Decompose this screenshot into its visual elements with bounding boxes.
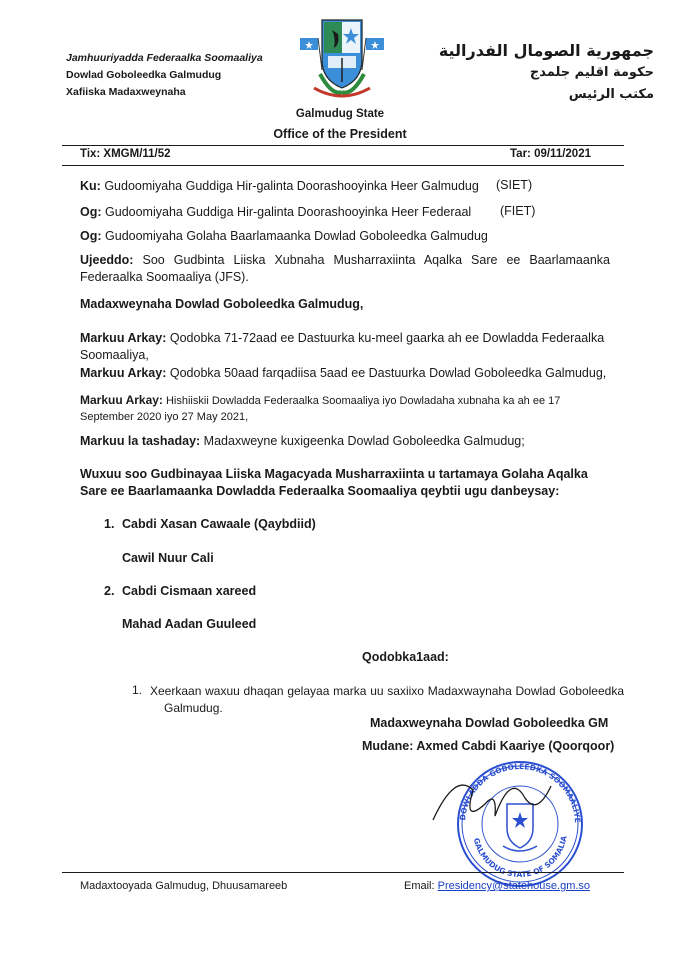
consideration-text: Hishiiskii Dowladda Federaalka Soomaaliya iyo Dowladaha xubnaha ka ah ee 17 September 2020 iyo 27 May 2021, [80,395,561,423]
recipient-code: (FIET) [500,204,536,218]
office-name: Office of the President [273,127,407,141]
consideration-label: Markuu Arkay: [80,366,167,380]
candidate-name: Cabdi Xasan Cawaale (Qaybdiid) [122,517,316,531]
candidate-name: Cabdi Cismaan xareed [122,584,257,598]
consideration-item [80,392,610,425]
footer-email-label: Email: [404,880,435,892]
candidate-number: 2. [104,584,115,598]
header-right-line-1: جمهورية الصومال الفدرالية [438,41,654,60]
issuer-heading: Madaxweynaha Dowlad Goboleedka Galmudug, [80,297,364,311]
header-right-line-2: حكومة اقليم جلمدج [529,65,654,80]
consideration-item [80,433,610,450]
official-stamp [425,752,600,892]
candidate-alternate: Cawil Nuur Cali [122,551,214,565]
header-divider [62,145,624,146]
header-right-line-3: مكتب الرئيس [568,87,654,102]
consideration-label: Markuu Arkay: [80,393,163,407]
header-left-line-3: Xafiiska Madaxweynaha [66,86,186,98]
subject-line [80,252,610,286]
stamp-outer-text: DOWLADDA GOBOLEEDKA SOOMAALIYE [458,761,583,824]
galmudug-emblem-icon [292,8,392,108]
header-left-line-2: Dowlad Goboleedka Galmudug [66,69,222,81]
candidate-number: 1. [104,517,115,531]
reference-date: Tar: 09/11/2021 [510,148,591,160]
consideration-item [80,365,610,382]
stamp-lower-text: GALMUDUG STATE OF SOMALIA [471,835,569,880]
signature-title: Madaxweynaha Dowlad Goboleedka GM [370,716,609,730]
recipient-label: Ku: [80,179,101,193]
reference-divider [62,165,624,166]
header-left-block [66,50,263,101]
signature-name: Mudane: Axmed Cabdi Kaariye (Qoorqoor) [362,739,615,753]
consideration-text: Qodobka 71-72aad ee Dastuurka ku-meel gaarka ah ee Dowladda Federaalka Soomaaliya, [80,331,605,362]
footer-divider [62,872,624,873]
recipient-text: Gudoomiyaha Guddiga Hir-galinta Doorashooyinka Heer Galmudug [104,179,479,193]
article-number: 1. [132,683,143,697]
consideration-text: Qodobka 50aad farqadiisa 5aad ee Dastuurka Dowlad Goboleedka Galmudug, [169,366,607,380]
candidate-alternate: Mahad Aadan Guuleed [122,617,257,631]
article-heading: Qodobka1aad: [362,650,449,664]
announcement-text: Wuxuu soo Gudbinayaa Liiska Magacyada Musharraxiinta u tartamaya Golaha Aqalka Sare ee Baarlamaanka Dowladda Federaalka Soomaaliya qeybtii ugu danbeysay: [80,467,588,498]
subject-text: Soo Gudbinta Liiska Xubnaha Musharraxiinta Aqalka Sare ee Baarlamaanka Federaalka Soomaaliya (JFS). [80,253,610,284]
header-left-line-1: Jamhuuriyadda Federaalka Soomaaliya [66,52,263,64]
recipient-label: Og: [80,229,102,243]
header-right-block [439,40,654,106]
consideration-text: Madaxweyne kuxigeenka Dowlad Goboleedka Galmudug; [203,434,525,448]
subject-label: Ujeeddo: [80,253,134,267]
consideration-item [80,330,610,364]
recipient-label: Og: [80,205,102,219]
consideration-label: Markuu Arkay: [80,331,167,345]
footer-address: Madaxtooyada Galmudug, Dhuusamareeb [80,880,288,892]
state-name: Galmudug State [295,108,385,120]
footer-email-block [404,880,590,892]
reference-number: Tix: XMGM/11/52 [80,148,171,160]
recipient-code: (SIET) [496,178,533,192]
recipient-text: Gudoomiyaha Guddiga Hir-galinta Doorashooyinka Heer Federaal [105,205,472,219]
footer-email-link[interactable]: Presidency@statehouse.gm.so [437,880,591,892]
article-text: Xeerkaan waxuu dhaqan gelayaa marka uu saxiixo Madaxwaynaha Dowlad Goboleedka Galmudug. [150,684,624,715]
consideration-label: Markuu la tashaday: [80,434,201,448]
recipient-line [80,228,610,245]
recipient-text: Gudoomiyaha Golaha Baarlamaanka Dowlad Goboleedka Galmudug [105,229,488,243]
svg-text:DOWLADDA GOBOLEEDKA SOOMAALIYE [425,752,582,823]
